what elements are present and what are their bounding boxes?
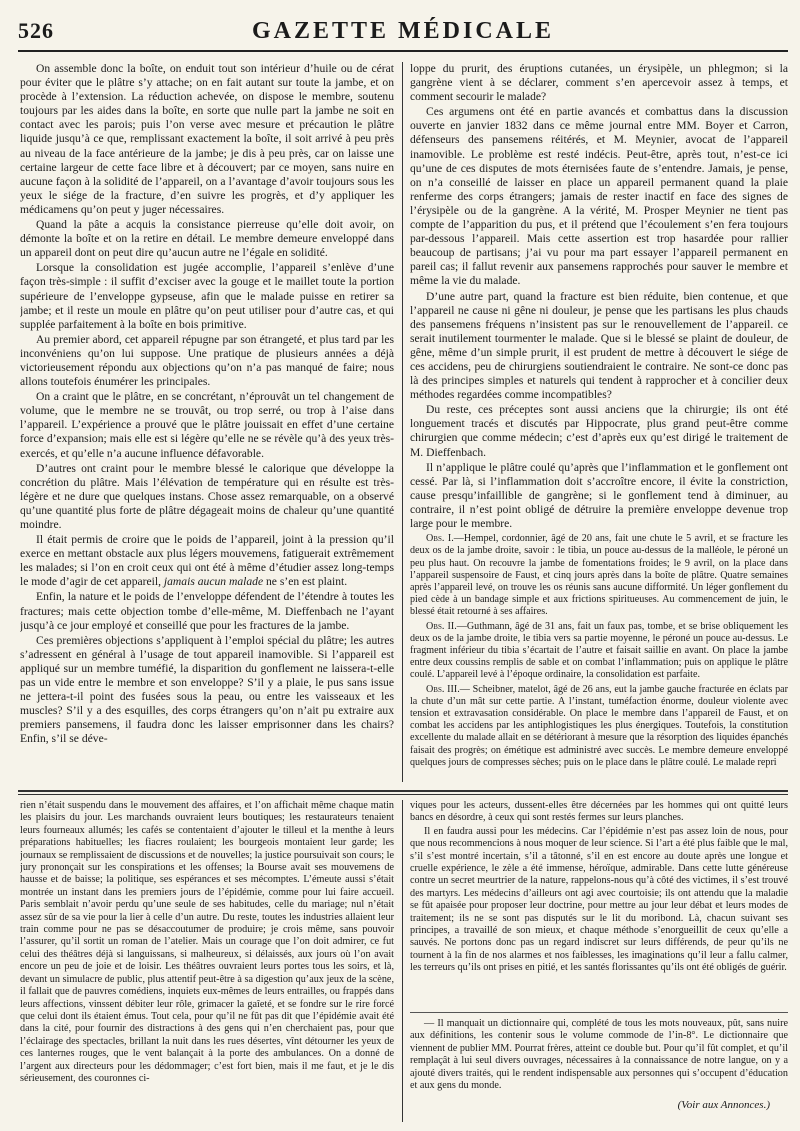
paragraph-with-italic <box>20 533 394 589</box>
paragraph: Ces argumens ont été en partie avancés et combattus dans la discussion ouverte en janvier 1832 dans ce même journal entre MM. Boyer et Carron, défenseurs des pansemens réitérés, et M. Meynier, avocat de l’appareil inamovible. Le problème est resté indécis. Peut-être, après tout, n’est-ce ici qu’une de ces disputes de mots éternisées faute de s’entendre. Jamais, je pense, on n’a conseillé de laisser en place un appareil permanent quand la plaie renferme des corps étrangers; jamais de rester inactif en face des signes de l’érysipèle ou de la gangrène. A la vérité, M. Prosper Meynier ne tient pas compte de l’apparition du pus, et il prétend que l’écoulement s’en fera toujours par-dessous l’appareil. Mais cette assertion est trop hasardée pour rallier beaucoup de partisans; j’ai vu pour ma part essayer l’appareil permanent en pareil cas; il fallut revenir aux pansemens rapprochés pour sauver le membre et même la vie du malade. <box>410 105 788 288</box>
paragraph-text: Il était permis de croire que le poids de l’appareil, joint à la pression qu’il exerce en mettant obstacle aux plus légers mouvemens, fatiguerait extrêmement les malades; si l’on en croit ceux qui ont été à même d’étudier assez long-temps le mode d’agir de cet appareil, <box>20 533 394 589</box>
paragraph: Quand la pâte a acquis la consistance pierreuse qu’elle doit avoir, on démonte la boîte et on la retire en détail. Le membre demeure enveloppé dans un appareil dont on peut dire qu’aucun autre ne l’égale en solidité. <box>20 218 394 260</box>
observation-text: —Guthmann, âgé de 31 ans, fait un faux pas, tombe, et se brise obliquement les deux os de la jambe droite, le tibia vers sa partie moyenne, le péroné un pouce au-dessus. Le fragment inférieur du tibia s’écartait de l’autre et faisait saillie en avant. On place la jambe entre deux coussins remplis de sable et on combat l’inflammation; puis on applique le plâtre coulé. L’appareil levé à l’époque ordinaire, la consolidation est parfaite. <box>410 620 788 681</box>
observation-label: Obs. III. <box>426 683 460 695</box>
paragraph: On a craint que le plâtre, en se concrétant, n’éprouvât un tel changement de volume, que le membre ne se trouvât, ou trop serré, ou trop à l’aise dans l’appareil. L’expérience a prouvé que le plâtre jouissait en effet d’une certaine force d’expansion; mais elle est si légère qu’elle ne se révèle qu’à des yeux très-exercés, et qu’elle n’a aucune influence défavorable. <box>20 390 394 460</box>
feuilleton-left-column <box>20 800 394 1122</box>
dictionary-notice <box>410 1018 788 1098</box>
feuilleton-text: rien n’était suspendu dans le mouvement des affaires, et l’on affichait même chaque matin les plaisirs du jour. Les marchands ouvraient leurs boutiques; les restaurateurs tenaient leurs fourneaux allumés; les cafés se contentaient d’ajouter le tilleul et la menthe à leurs préparations habituelles; les fiacres roulaient; les bourgeois montaient leur garde; les journaux se remplissaient de discussions et de nouvelles; la justice poursuivait son cours; le jury prononçait sur les conspirations et les offenses; la Bourse avait ses mouvemens de hausse et de baisse; la politique, ses espérances et ses mécomptes. L’émeute aussi s’était montrée un instant dans les premiers jours de l’épidémie, comme pour lui faire accueil. Paris semblait n’avoir perdu qu’une seule de ses habitudes, celle du mariage; nul n’était assez sûr de sa vie pour la lier à celle d’un autre. Du reste, toutes les industries allaient leur train comme pour ne pas se désaccoutumer de produire; je crois même, sans pouvoir l’assurer, qu’il sortit un roman de l’atelier. Mais un courage que l’on doit admirer, ce fut celui des théâtres déjà si languissans, si malheureux, si délaissés, aux jours où l’on avait encore un peu de joie et de loisir. Les théâtres ouvraient leurs portes tous les soirs, et là, devant un simulacre de public, plus attentif peut-être à sa digestion qu’aux jeux de la scène, il fallait que de pauvres comédiens, inquiets eux-mêmes de leurs entrailles, ou frappés dans leurs affections, vinssent débiter leur rôle, grimacer la gaîeté, et se fondre sur le rire forcé que celui dont ils étaient émus. Tout cela, pour qu’il ne fût pas dit que l’épidémie avait été dans la cité, pour fournir des distractions à des gens qui n’en cherchaient pas, pour que l’éclairage des spectacles, brillant la nuit dans les rues désertes, vînt détourner les yeux de ces lanternes rouges, que le vent balançait à la porte des ambulances. On a donné de l’argent aux directeurs pour les dédommager; c’est fort bien, mais il me faut, et je le dis sérieusement, des couronnes ci- <box>20 800 394 1084</box>
feuilleton-divider <box>18 790 788 792</box>
italic-phrase: jamais aucun malade <box>163 575 264 589</box>
paragraph: Il n’applique le plâtre coulé qu’après que l’inflammation et le gonflement ont cessé. Par là, si l’inflammation doit s’accroître encore, il évite la constriction, cause presqu’infaillible de gangrène; si le gonflement tend à diminuer, au contraire, il n’est point obligé de détruire la première enveloppe devenue trop large pour le membre. <box>410 460 788 530</box>
paragraph: Enfin, la nature et le poids de l’enveloppe défendent de l’étendre à toutes les fractures; mais cette objection tombe d’elle-même, M. Dieffenbach ne l’ayant jusqu’à ce jour employé et conseillé que pour les fractures de la jambe. <box>20 590 394 632</box>
paragraph: Du reste, ces préceptes sont aussi anciens que la chirurgie; ils ont été longuement tracés et discutés par Hippocrate, plus grand peut-être comme chirurgien que comme médecin; c’est d’après eux qu’est dirigé le traitement de M. Dieffenbach. <box>410 403 788 459</box>
observation-label: Obs. I. <box>426 533 454 545</box>
feuilleton-column-divider <box>402 800 403 1122</box>
paragraph: D’une autre part, quand la fracture est bien réduite, bien contenue, et que l’appareil ne cause ni gêne ni douleur, je pense que les partisans les plus chauds des pansemens fréquens n’insistent pas sur le renouvellement de l’appareil. ce serait inutilement tourmenter le malade. Que si le blessé se plaint de douleur, de gêne, même d’un simple prurit, il est prudent de mettre à découvert le siége de ces accidens, peu de chirurgiens soutiendraient le contraire. Ne sont-ce donc pas là des principes simples et naturels qui tendent à rapprocher et à concilier deux méthodes regardées comme incompatibles? <box>410 289 788 402</box>
feuilleton-paragraph: Il en faudra aussi pour les médecins. Car l’épidémie n’est pas assez loin de nous, pour que nous recommencions à nous moquer de leur science. Si l’art a été plus faible que le mal, s’il s’est montré incertain, s’il a tâtonné, s’il en est encore au doute après une longue et cruelle expérience, le zèle a été immense, héroïque, admirable. Dans cette lutte généreuse contre un secret meurtrier de la nature, rappelons-nous qu’à côté des victimes, il s’est trouvé des martyrs. Les médecins d’ailleurs ont agi avec courtoisie; ils ont attendu que la maladie se fût apaisée pour proposer leur doctrine, pour mettre au jour leur débat et leurs modes de traitement; ils ne se sont pas disputés sur le lit du moribond. Là, chacun suivant ses principes, a travaillé de son mieux, et chaque méthode s’enorgueillit de ceux qu’elle a sauvés. Ne portons donc pas un regard indiscret sur leurs différends, de peur qu’ils ne tournent à la fin de nos alarmes et nos faiblesses, les imaginations qu’il leur a fallu calmer, les terreurs qu’ils ont prises en pitié, et les santés florissantes qu’ils ont été obligés de guérir. <box>410 825 788 974</box>
paragraph: Au premier abord, cet appareil répugne par son étrangeté, et plus tard par les inconvéniens qu’on lui suppose. Une pratique de plusieurs années a déjà victorieusement répondu aux objections qu’on n’a pas manqué de faire; nous allons toutefois énumérer les principales. <box>20 332 394 389</box>
paragraph: On assemble donc la boîte, on enduit tout son intérieur d’huile ou de cérat pour éviter que le plâtre s’y attache; on en fait autant sur toute la jambe, et on procède à l’extension. La réduction achevée, on dispose le membre, soutenu toujours par les aides dans la boîte, en sorte que nulle part la jambe ne soit en contact avec les parois; puis l’on verse avec mesure et précaution le plâtre liquide jusqu’à ce que, remplissant exactement la boîte, il soit arrivé à peu près au niveau de la face antérieure de la jambe; je dis à peu près, car on laisse une certaine largeur de cette face libre et à découvert; par ce moyen, sans nuire en aucune façon à la solidité de l’appareil, on a l’avantage d’avoir toujours sous les yeux le siége de la fracture, d’en suivre les progrès, et d’y appliquer les médicamens qu’on peut y juger nécessaires. <box>20 62 394 216</box>
left-main-column <box>20 62 394 782</box>
observation-label: Obs. II. <box>426 620 457 632</box>
page-header <box>18 18 788 52</box>
observation-text: — Scheibner, matelot, âgé de 26 ans, eut la jambe gauche fracturée en éclats par la chute d’un mât sur cette partie. A l’instant, tuméfaction énorme, douleur violente avec tension et extravasation considérable. On place le membre dans l’appareil de Faust, et on combat les accidens par les antiphlogistiques les plus énergiques. Toutefois, la constitution excellente du malade allait en se détériorant à mesure que la résorption des liquides épanchés faisait des progrès; on émétique est administré avec succès. Le membre demeure enveloppé quelques jours de compresses sèches; puis on le place dans le plâtre coulé. Le malade repri <box>410 683 788 768</box>
right-main-column <box>410 62 788 782</box>
paragraph-tail: ne s’en est plaint. <box>263 575 348 589</box>
observation-1 <box>410 533 788 618</box>
paragraph: D’autres ont craint pour le membre blessé le calorique que développe la concrétion du plâtre. Mais l’élévation de température qui en résulte est très-légère et ne dure que quelques instans. Chose assez remarquable, on a observé qu’une quantité plus forte de plâtre dégageait moins de chaleur qu’une quantité moindre. <box>20 461 394 531</box>
notice-divider <box>410 1012 788 1013</box>
feuilleton-divider-thin <box>18 794 788 795</box>
column-divider <box>402 62 403 782</box>
feuilleton-paragraph: viques pour les acteurs, dussent-elles être décernées par les hommes qui ont quitté leurs bancs en désordre, à ceux qui sont restés fermes sur leurs planches. <box>410 800 788 824</box>
observation-3 <box>410 684 788 769</box>
paragraph: Lorsque la consolidation est jugée accomplie, l’appareil s’enlève d’une façon très-simple : il suffit d’exciser avec la gouge et le maillet toute la portion supérieure de l’enveloppe gypseuse, afin que le malade puisse en retirer sa jambe; et il reste un moule en plâtre qu’on peut utiliser pour d’autre cas, et qui supplée parfaitement à la boîte en bois primitive. <box>20 261 394 331</box>
paragraph: Ces premières objections s’appliquent à l’emploi spécial du plâtre; les autres s’adressent en général à l’usage de tout appareil inamovible. Si l’appareil est appliqué sur un membre tuméfié, la disparition du gonflement ne laissera-t-elle pas un vide entre le membre et son enveloppe? S’il y a plaie, le pus sans issue ne jettera-t-il point des fusées sous la peau, ou entre les vaisseaux et les muscles? S’il y a des esquilles, des corps étrangers qu’on n’ait pu extraire aux premiers pansemens, il faudra donc les laisser emprisonner dans les chairs? Enfin, s’il se déve- <box>20 633 394 746</box>
annonces-reference: (Voir aux Annonces.) <box>677 1099 770 1111</box>
journal-title: GAZETTE MÉDICALE <box>251 18 555 44</box>
page-number: 526 <box>18 18 54 43</box>
observation-text: —Hempel, cordonnier, âgé de 20 ans, fait une chute le 5 avril, et se fracture les deux os de la jambe droite, savoir : le tibia, un pouce au-dessus de la malléole, le péroné un peu plus haut. On recouvre la jambe de fomentations froides; le 9 avril, on la place dans l’appareil suspensoire de Faust, et cinq jours après dans la boîte de plâtre. Quatre semaines après l’appareil levé, on trouve les os réunis sans aucune difformité. Un léger gonflement du pied cède à un bandage simple et aux frictions spiritueuses. Au commencement de juin, le blessé était retourné à ses affaires. <box>410 533 788 618</box>
feuilleton-right-column <box>410 800 788 1010</box>
paragraph: loppe du prurit, des éruptions cutanées, un érysipèle, un phlegmon; si la gangrène vient à se déclarer, comment s’en apercevoir assez à temps, et comment secourir le malade? <box>410 62 788 104</box>
notice-paragraph: — Il manquait un dictionnaire qui, complété de tous les mots nouveaux, pût, sans nuire aux définitions, les contenir sous le volume commode de l’in-8°. Le dictionnaire que viennent de publier MM. Pourrat frères, atteint ce double but. Pour qu’il fût complet, et qu’il remplaçât à lui seul divers ouvrages, nécessaires à la connaissance de notre langue, on y a ajouté divers traités, qui le rendent indispensable aux personnes qui s’occupent d’éducation et aux gens du monde. <box>410 1018 788 1092</box>
observation-2 <box>410 621 788 682</box>
